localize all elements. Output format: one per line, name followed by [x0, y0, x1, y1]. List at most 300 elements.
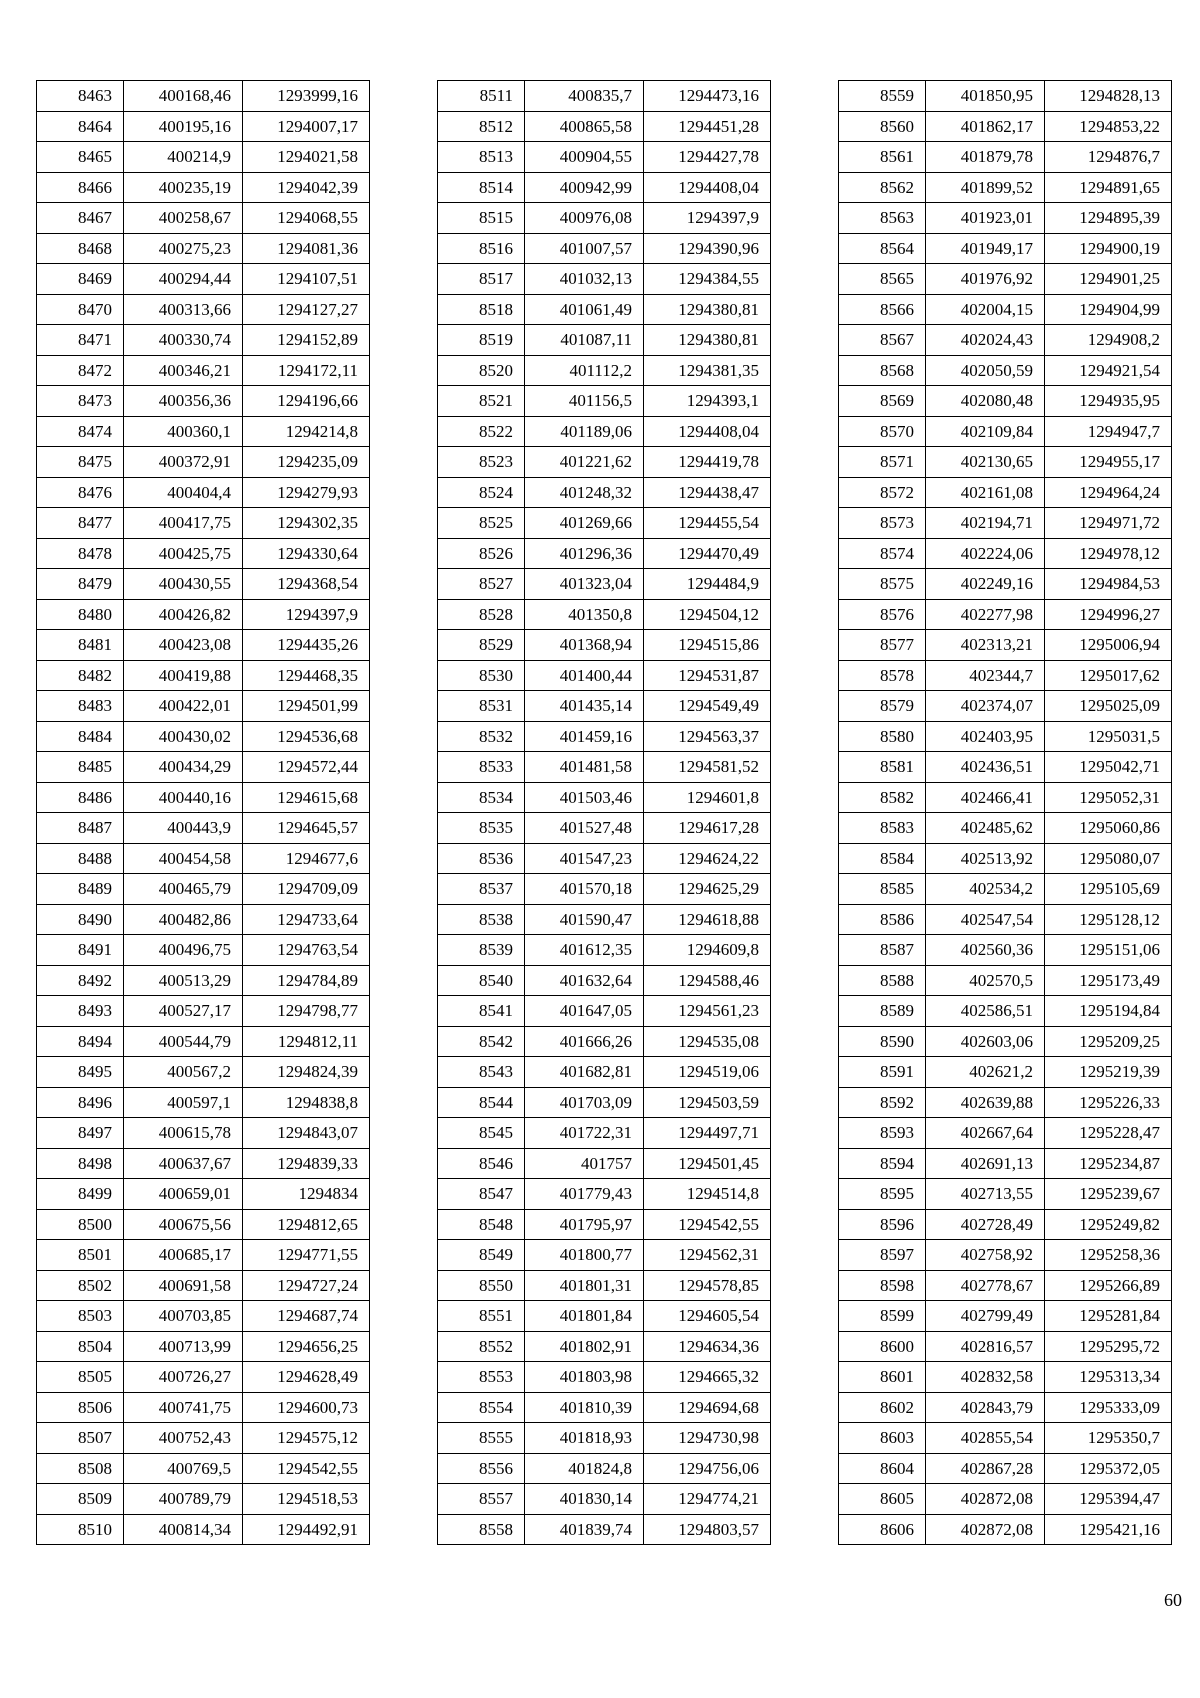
table-row [438, 111, 771, 142]
y-coordinate-cell: 1294581,52 [644, 752, 771, 783]
point-number-cell: 8603 [839, 1423, 926, 1454]
table-row [839, 203, 1172, 234]
point-number-cell: 8572 [839, 477, 926, 508]
y-coordinate-cell: 1294609,8 [644, 935, 771, 966]
point-number-cell: 8564 [839, 233, 926, 264]
table-body [37, 81, 370, 1545]
y-coordinate-cell: 1294971,72 [1045, 508, 1172, 539]
y-coordinate-cell: 1294473,16 [644, 81, 771, 112]
point-number-cell: 8553 [438, 1362, 525, 1393]
x-coordinate-cell: 400168,46 [124, 81, 243, 112]
x-coordinate-cell: 401032,13 [525, 264, 644, 295]
y-coordinate-cell: 1294694,68 [644, 1392, 771, 1423]
x-coordinate-cell: 402080,48 [926, 386, 1045, 417]
table-row [37, 691, 370, 722]
x-coordinate-cell: 401703,09 [525, 1087, 644, 1118]
point-number-cell: 8567 [839, 325, 926, 356]
y-coordinate-cell: 1294891,65 [1045, 172, 1172, 203]
point-number-cell: 8548 [438, 1209, 525, 1240]
y-coordinate-cell: 1294007,17 [243, 111, 370, 142]
y-coordinate-cell: 1294625,29 [644, 874, 771, 905]
point-number-cell: 8479 [37, 569, 124, 600]
y-coordinate-cell: 1294279,93 [243, 477, 370, 508]
x-coordinate-cell: 400752,43 [124, 1423, 243, 1454]
point-number-cell: 8534 [438, 782, 525, 813]
table-row [839, 508, 1172, 539]
table-row [839, 660, 1172, 691]
y-coordinate-cell: 1294727,24 [243, 1270, 370, 1301]
y-coordinate-cell: 1294771,55 [243, 1240, 370, 1271]
x-coordinate-cell: 401839,74 [525, 1514, 644, 1545]
coordinates-table-1 [36, 80, 370, 1545]
y-coordinate-cell: 1294514,8 [644, 1179, 771, 1210]
point-number-cell: 8527 [438, 569, 525, 600]
point-number-cell: 8533 [438, 752, 525, 783]
y-coordinate-cell: 1294709,09 [243, 874, 370, 905]
x-coordinate-cell: 402161,08 [926, 477, 1045, 508]
point-number-cell: 8487 [37, 813, 124, 844]
table-row [37, 386, 370, 417]
table-row [438, 1179, 771, 1210]
y-coordinate-cell: 1294853,22 [1045, 111, 1172, 142]
y-coordinate-cell: 1294964,24 [1045, 477, 1172, 508]
x-coordinate-cell: 401221,62 [525, 447, 644, 478]
point-number-cell: 8475 [37, 447, 124, 478]
y-coordinate-cell: 1294497,71 [644, 1118, 771, 1149]
point-number-cell: 8599 [839, 1301, 926, 1332]
x-coordinate-cell: 400685,17 [124, 1240, 243, 1271]
table-row [37, 294, 370, 325]
point-number-cell: 8601 [839, 1362, 926, 1393]
y-coordinate-cell: 1294618,88 [644, 904, 771, 935]
x-coordinate-cell: 402224,06 [926, 538, 1045, 569]
table-row [37, 630, 370, 661]
point-number-cell: 8552 [438, 1331, 525, 1362]
y-coordinate-cell: 1294730,98 [644, 1423, 771, 1454]
table-row [37, 874, 370, 905]
point-number-cell: 8551 [438, 1301, 525, 1332]
table-row [839, 721, 1172, 752]
x-coordinate-cell: 401435,14 [525, 691, 644, 722]
x-coordinate-cell: 400713,99 [124, 1331, 243, 1362]
x-coordinate-cell: 402867,28 [926, 1453, 1045, 1484]
x-coordinate-cell: 402024,43 [926, 325, 1045, 356]
table-body [839, 81, 1172, 1545]
table-row [37, 1453, 370, 1484]
x-coordinate-cell: 401879,78 [926, 142, 1045, 173]
point-number-cell: 8513 [438, 142, 525, 173]
x-coordinate-cell: 401818,93 [525, 1423, 644, 1454]
x-coordinate-cell: 402313,21 [926, 630, 1045, 661]
point-number-cell: 8506 [37, 1392, 124, 1423]
point-number-cell: 8494 [37, 1026, 124, 1057]
table-row [37, 1240, 370, 1271]
y-coordinate-cell: 1294578,85 [644, 1270, 771, 1301]
x-coordinate-cell: 400422,01 [124, 691, 243, 722]
table-row [438, 1148, 771, 1179]
table-row [839, 447, 1172, 478]
y-coordinate-cell: 1294572,44 [243, 752, 370, 783]
y-coordinate-cell: 1294081,36 [243, 233, 370, 264]
y-coordinate-cell: 1294665,32 [644, 1362, 771, 1393]
y-coordinate-cell: 1295249,82 [1045, 1209, 1172, 1240]
point-number-cell: 8540 [438, 965, 525, 996]
y-coordinate-cell: 1294834 [243, 1179, 370, 1210]
y-coordinate-cell: 1295080,07 [1045, 843, 1172, 874]
table-row [37, 355, 370, 386]
point-number-cell: 8510 [37, 1514, 124, 1545]
y-coordinate-cell: 1294549,49 [644, 691, 771, 722]
x-coordinate-cell: 401647,05 [525, 996, 644, 1027]
table-row [438, 1301, 771, 1332]
point-number-cell: 8471 [37, 325, 124, 356]
x-coordinate-cell: 400789,79 [124, 1484, 243, 1515]
point-number-cell: 8522 [438, 416, 525, 447]
point-number-cell: 8590 [839, 1026, 926, 1057]
y-coordinate-cell: 1294107,51 [243, 264, 370, 295]
point-number-cell: 8588 [839, 965, 926, 996]
point-number-cell: 8575 [839, 569, 926, 600]
y-coordinate-cell: 1295042,71 [1045, 752, 1172, 783]
y-coordinate-cell: 1294687,74 [243, 1301, 370, 1332]
x-coordinate-cell: 401949,17 [926, 233, 1045, 264]
table-row [839, 1270, 1172, 1301]
y-coordinate-cell: 1295151,06 [1045, 935, 1172, 966]
x-coordinate-cell: 402570,5 [926, 965, 1045, 996]
y-coordinate-cell: 1294733,64 [243, 904, 370, 935]
x-coordinate-cell: 402050,59 [926, 355, 1045, 386]
point-number-cell: 8467 [37, 203, 124, 234]
x-coordinate-cell: 401803,98 [525, 1362, 644, 1393]
table-body [438, 81, 771, 1545]
point-number-cell: 8547 [438, 1179, 525, 1210]
y-coordinate-cell: 1294501,99 [243, 691, 370, 722]
point-number-cell: 8512 [438, 111, 525, 142]
x-coordinate-cell: 402586,51 [926, 996, 1045, 1027]
x-coordinate-cell: 400976,08 [525, 203, 644, 234]
x-coordinate-cell: 400726,27 [124, 1362, 243, 1393]
x-coordinate-cell: 402728,49 [926, 1209, 1045, 1240]
y-coordinate-cell: 1294484,9 [644, 569, 771, 600]
x-coordinate-cell: 402194,71 [926, 508, 1045, 539]
x-coordinate-cell: 402109,84 [926, 416, 1045, 447]
y-coordinate-cell: 1294561,23 [644, 996, 771, 1027]
point-number-cell: 8525 [438, 508, 525, 539]
point-number-cell: 8557 [438, 1484, 525, 1515]
table-row [839, 325, 1172, 356]
table-row [839, 1057, 1172, 1088]
point-number-cell: 8474 [37, 416, 124, 447]
point-number-cell: 8583 [839, 813, 926, 844]
y-coordinate-cell: 1294601,8 [644, 782, 771, 813]
x-coordinate-cell: 402872,08 [926, 1484, 1045, 1515]
x-coordinate-cell: 400482,86 [124, 904, 243, 935]
point-number-cell: 8536 [438, 843, 525, 874]
point-number-cell: 8591 [839, 1057, 926, 1088]
y-coordinate-cell: 1294677,6 [243, 843, 370, 874]
point-number-cell: 8472 [37, 355, 124, 386]
table-row [438, 1392, 771, 1423]
point-number-cell: 8492 [37, 965, 124, 996]
point-number-cell: 8493 [37, 996, 124, 1027]
point-number-cell: 8520 [438, 355, 525, 386]
y-coordinate-cell: 1294330,64 [243, 538, 370, 569]
point-number-cell: 8468 [37, 233, 124, 264]
x-coordinate-cell: 400235,19 [124, 172, 243, 203]
table-row [839, 386, 1172, 417]
table-row [839, 813, 1172, 844]
table-row [37, 1087, 370, 1118]
x-coordinate-cell: 402130,65 [926, 447, 1045, 478]
y-coordinate-cell: 1294455,54 [644, 508, 771, 539]
table-row [839, 355, 1172, 386]
table-row [839, 416, 1172, 447]
y-coordinate-cell: 1294302,35 [243, 508, 370, 539]
y-coordinate-cell: 1294839,33 [243, 1148, 370, 1179]
y-coordinate-cell: 1294605,54 [644, 1301, 771, 1332]
point-number-cell: 8592 [839, 1087, 926, 1118]
x-coordinate-cell: 400835,7 [525, 81, 644, 112]
table-row [37, 1331, 370, 1362]
point-number-cell: 8521 [438, 386, 525, 417]
table-row [438, 1331, 771, 1362]
y-coordinate-cell: 1294615,68 [243, 782, 370, 813]
table-row [438, 935, 771, 966]
point-number-cell: 8582 [839, 782, 926, 813]
point-number-cell: 8537 [438, 874, 525, 905]
table-row [37, 996, 370, 1027]
y-coordinate-cell: 1294427,78 [644, 142, 771, 173]
y-coordinate-cell: 1294380,81 [644, 294, 771, 325]
table-row [438, 294, 771, 325]
y-coordinate-cell: 1295128,12 [1045, 904, 1172, 935]
point-number-cell: 8488 [37, 843, 124, 874]
table-row [438, 477, 771, 508]
x-coordinate-cell: 400769,5 [124, 1453, 243, 1484]
x-coordinate-cell: 400356,36 [124, 386, 243, 417]
y-coordinate-cell: 1294575,12 [243, 1423, 370, 1454]
x-coordinate-cell: 400440,16 [124, 782, 243, 813]
table-row [438, 813, 771, 844]
y-coordinate-cell: 1294542,55 [644, 1209, 771, 1240]
y-coordinate-cell: 1294152,89 [243, 325, 370, 356]
table-row [839, 233, 1172, 264]
x-coordinate-cell: 400313,66 [124, 294, 243, 325]
x-coordinate-cell: 400195,16 [124, 111, 243, 142]
x-coordinate-cell: 400275,23 [124, 233, 243, 264]
y-coordinate-cell: 1294901,25 [1045, 264, 1172, 295]
y-coordinate-cell: 1294435,26 [243, 630, 370, 661]
point-number-cell: 8543 [438, 1057, 525, 1088]
table-row [438, 508, 771, 539]
table-row [37, 203, 370, 234]
point-number-cell: 8508 [37, 1453, 124, 1484]
point-number-cell: 8463 [37, 81, 124, 112]
point-number-cell: 8549 [438, 1240, 525, 1271]
x-coordinate-cell: 401296,36 [525, 538, 644, 569]
table-row [37, 508, 370, 539]
point-number-cell: 8555 [438, 1423, 525, 1454]
y-coordinate-cell: 1294503,59 [644, 1087, 771, 1118]
point-number-cell: 8499 [37, 1179, 124, 1210]
x-coordinate-cell: 400434,29 [124, 752, 243, 783]
x-coordinate-cell: 401481,58 [525, 752, 644, 783]
x-coordinate-cell: 400567,2 [124, 1057, 243, 1088]
table-row [438, 569, 771, 600]
y-coordinate-cell: 1294451,28 [644, 111, 771, 142]
table-row [37, 416, 370, 447]
y-coordinate-cell: 1295258,36 [1045, 1240, 1172, 1271]
point-number-cell: 8485 [37, 752, 124, 783]
table-row [438, 843, 771, 874]
point-number-cell: 8556 [438, 1453, 525, 1484]
y-coordinate-cell: 1294042,39 [243, 172, 370, 203]
point-number-cell: 8546 [438, 1148, 525, 1179]
table-row [37, 721, 370, 752]
table-row [37, 81, 370, 112]
y-coordinate-cell: 1294419,78 [644, 447, 771, 478]
y-coordinate-cell: 1294393,1 [644, 386, 771, 417]
y-coordinate-cell: 1295281,84 [1045, 1301, 1172, 1332]
y-coordinate-cell: 1295052,31 [1045, 782, 1172, 813]
x-coordinate-cell: 401189,06 [525, 416, 644, 447]
y-coordinate-cell: 1295372,05 [1045, 1453, 1172, 1484]
y-coordinate-cell: 1294634,36 [644, 1331, 771, 1362]
table-row [839, 569, 1172, 600]
y-coordinate-cell: 1295239,67 [1045, 1179, 1172, 1210]
point-number-cell: 8490 [37, 904, 124, 935]
point-number-cell: 8545 [438, 1118, 525, 1149]
table-row [839, 538, 1172, 569]
point-number-cell: 8559 [839, 81, 926, 112]
x-coordinate-cell: 402485,62 [926, 813, 1045, 844]
table-row [839, 1423, 1172, 1454]
table-row [438, 203, 771, 234]
point-number-cell: 8531 [438, 691, 525, 722]
y-coordinate-cell: 1294172,11 [243, 355, 370, 386]
x-coordinate-cell: 402667,64 [926, 1118, 1045, 1149]
y-coordinate-cell: 1295219,39 [1045, 1057, 1172, 1088]
table-row [438, 874, 771, 905]
y-coordinate-cell: 1295421,16 [1045, 1514, 1172, 1545]
y-coordinate-cell: 1294955,17 [1045, 447, 1172, 478]
point-number-cell: 8528 [438, 599, 525, 630]
x-coordinate-cell: 401007,57 [525, 233, 644, 264]
x-coordinate-cell: 400258,67 [124, 203, 243, 234]
y-coordinate-cell: 1294947,7 [1045, 416, 1172, 447]
table-row [37, 1026, 370, 1057]
table-row [839, 1118, 1172, 1149]
y-coordinate-cell: 1294492,91 [243, 1514, 370, 1545]
x-coordinate-cell: 400865,58 [525, 111, 644, 142]
table-row [438, 264, 771, 295]
point-number-cell: 8561 [839, 142, 926, 173]
y-coordinate-cell: 1294519,06 [644, 1057, 771, 1088]
point-number-cell: 8517 [438, 264, 525, 295]
x-coordinate-cell: 401503,46 [525, 782, 644, 813]
y-coordinate-cell: 1294384,55 [644, 264, 771, 295]
x-coordinate-cell: 402466,41 [926, 782, 1045, 813]
table-row [438, 172, 771, 203]
y-coordinate-cell: 1294824,39 [243, 1057, 370, 1088]
point-number-cell: 8524 [438, 477, 525, 508]
point-number-cell: 8497 [37, 1118, 124, 1149]
table-row [37, 1362, 370, 1393]
point-number-cell: 8503 [37, 1301, 124, 1332]
y-coordinate-cell: 1294408,04 [644, 416, 771, 447]
x-coordinate-cell: 400615,78 [124, 1118, 243, 1149]
point-number-cell: 8586 [839, 904, 926, 935]
table-row [37, 935, 370, 966]
y-coordinate-cell: 1294828,13 [1045, 81, 1172, 112]
x-coordinate-cell: 401800,77 [525, 1240, 644, 1271]
point-number-cell: 8489 [37, 874, 124, 905]
y-coordinate-cell: 1294408,04 [644, 172, 771, 203]
y-coordinate-cell: 1294895,39 [1045, 203, 1172, 234]
x-coordinate-cell: 401368,94 [525, 630, 644, 661]
x-coordinate-cell: 401899,52 [926, 172, 1045, 203]
x-coordinate-cell: 401801,31 [525, 1270, 644, 1301]
y-coordinate-cell: 1294838,8 [243, 1087, 370, 1118]
table-row [839, 1209, 1172, 1240]
table-row [438, 599, 771, 630]
point-number-cell: 8535 [438, 813, 525, 844]
point-number-cell: 8526 [438, 538, 525, 569]
x-coordinate-cell: 402344,7 [926, 660, 1045, 691]
table-row [37, 1209, 370, 1240]
y-coordinate-cell: 1294774,21 [644, 1484, 771, 1515]
x-coordinate-cell: 400465,79 [124, 874, 243, 905]
y-coordinate-cell: 1295017,62 [1045, 660, 1172, 691]
point-number-cell: 8550 [438, 1270, 525, 1301]
table-row [839, 142, 1172, 173]
point-number-cell: 8509 [37, 1484, 124, 1515]
point-number-cell: 8483 [37, 691, 124, 722]
y-coordinate-cell: 1295194,84 [1045, 996, 1172, 1027]
x-coordinate-cell: 402374,07 [926, 691, 1045, 722]
table-row [839, 1514, 1172, 1545]
point-number-cell: 8558 [438, 1514, 525, 1545]
table-row [839, 935, 1172, 966]
point-number-cell: 8464 [37, 111, 124, 142]
point-number-cell: 8595 [839, 1179, 926, 1210]
x-coordinate-cell: 401824,8 [525, 1453, 644, 1484]
x-coordinate-cell: 401612,35 [525, 935, 644, 966]
point-number-cell: 8600 [839, 1331, 926, 1362]
table-row [438, 447, 771, 478]
x-coordinate-cell: 401802,91 [525, 1331, 644, 1362]
y-coordinate-cell: 1294756,06 [644, 1453, 771, 1484]
point-number-cell: 8579 [839, 691, 926, 722]
point-number-cell: 8602 [839, 1392, 926, 1423]
y-coordinate-cell: 1294536,68 [243, 721, 370, 752]
table-row [839, 1392, 1172, 1423]
x-coordinate-cell: 402691,13 [926, 1148, 1045, 1179]
point-number-cell: 8495 [37, 1057, 124, 1088]
y-coordinate-cell: 1295234,87 [1045, 1148, 1172, 1179]
x-coordinate-cell: 402758,92 [926, 1240, 1045, 1271]
y-coordinate-cell: 1294617,28 [644, 813, 771, 844]
table-row [37, 660, 370, 691]
table-row [438, 355, 771, 386]
y-coordinate-cell: 1295031,5 [1045, 721, 1172, 752]
table-row [438, 233, 771, 264]
point-number-cell: 8476 [37, 477, 124, 508]
table-row [839, 1484, 1172, 1515]
point-number-cell: 8593 [839, 1118, 926, 1149]
point-number-cell: 8505 [37, 1362, 124, 1393]
table-row [438, 691, 771, 722]
